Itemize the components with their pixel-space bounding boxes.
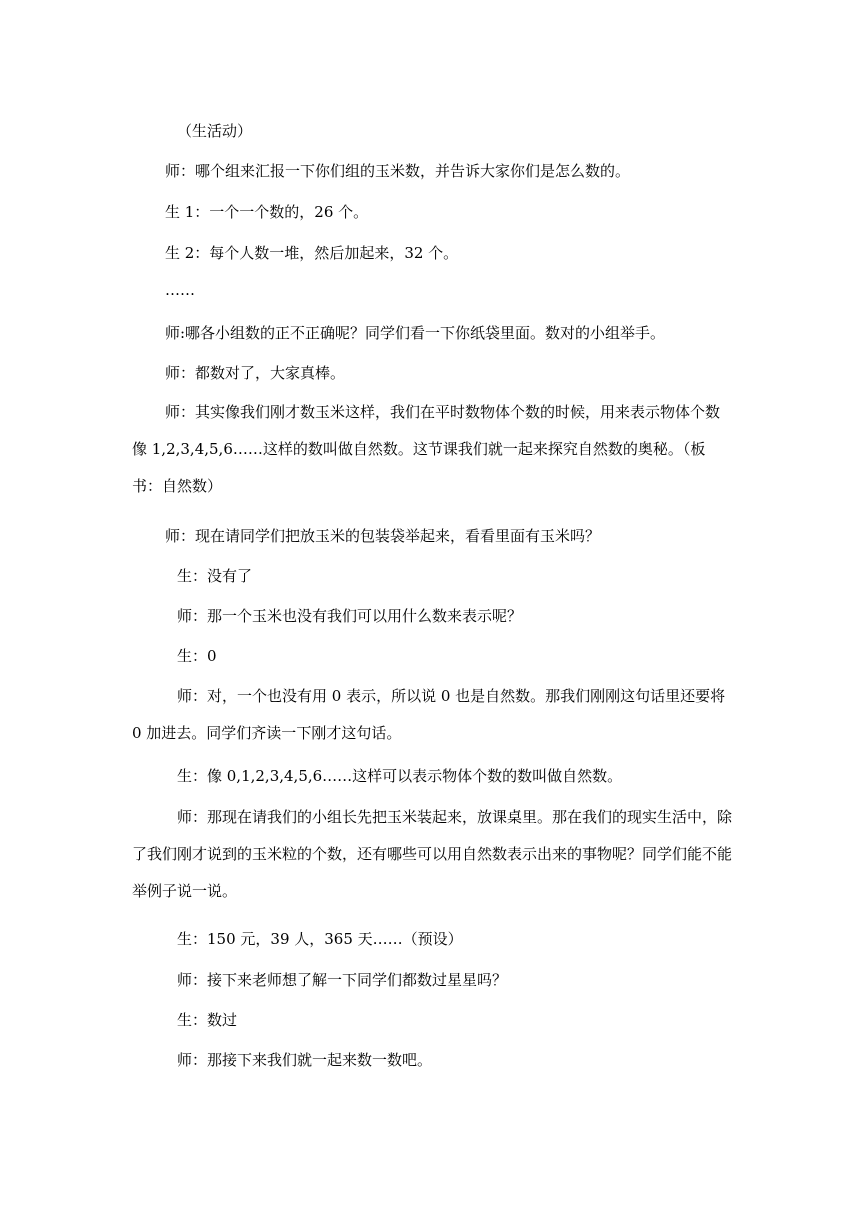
paragraph-student-none: 生：没有了 [177, 567, 253, 585]
paragraph-teacher-report-question: 师：哪个组来汇报一下你们组的玉米数，并告诉大家你们是怎么数的。 [165, 162, 631, 180]
paragraph-teacher-praise: 师：都数对了，大家真棒。 [165, 364, 346, 382]
paragraph-teacher-stars-question: 师：接下来老师想了解一下同学们都数过星星吗？ [177, 971, 508, 989]
paragraph-student-examples: 生：150 元，39 人，365 天……（预设） [177, 930, 463, 948]
paragraph-student-definition: 生：像 0,1,2,3,4,5,6……这样可以表示物体个数的数叫做自然数。 [177, 767, 623, 785]
paragraph-student-activity: （生活动） [177, 122, 253, 140]
paragraph-student2-answer: 生 2：每个人数一堆，然后加起来，32 个。 [165, 244, 459, 262]
paragraph-teacher-check: 师:哪各小组数的正不正确呢？同学们看一下你纸袋里面。数对的小组举手。 [165, 324, 666, 342]
paragraph-natural-number-intro: 师：其实像我们刚才数玉米这样，我们在平时数物体个数的时候，用来表示物体个数像 1,2,3,4,5,6……这样的数叫做自然数。这节课我们就一起来探究自然数的奥秘。（板书：自然数） [132, 403, 721, 495]
paragraph-student-counted: 生：数过 [177, 1011, 238, 1029]
paragraph-teacher-zero-question: 师：那一个玉米也没有我们可以用什么数来表示呢？ [177, 607, 523, 625]
paragraph-student1-answer: 生 1：一个一个数的，26 个。 [165, 203, 369, 221]
paragraph-ellipsis: …… [165, 281, 195, 299]
paragraph-teacher-examples: 师：那现在请我们的小组长先把玉米装起来，放课桌里。那在我们的现实生活中，除了我们刚才说到的玉米粒的个数，还有哪些可以用自然数表示出来的事物呢？同学们能不能举例子说一说。 [132, 808, 733, 900]
paragraph-teacher-count-together: 师：那接下来我们就一起来数一数吧。 [177, 1051, 433, 1069]
paragraph-teacher-zero-natural: 师：对，一个也没有用 0 表示，所以说 0 也是自然数。那我们刚刚这句话里还要将 0 加进去。同学们齐读一下刚才这句话。 [132, 687, 726, 742]
paragraph-student-zero: 生：0 [177, 647, 217, 665]
paragraph-teacher-bag-question: 师：现在请同学们把放玉米的包装袋举起来，看看里面有玉米吗？ [165, 527, 601, 545]
